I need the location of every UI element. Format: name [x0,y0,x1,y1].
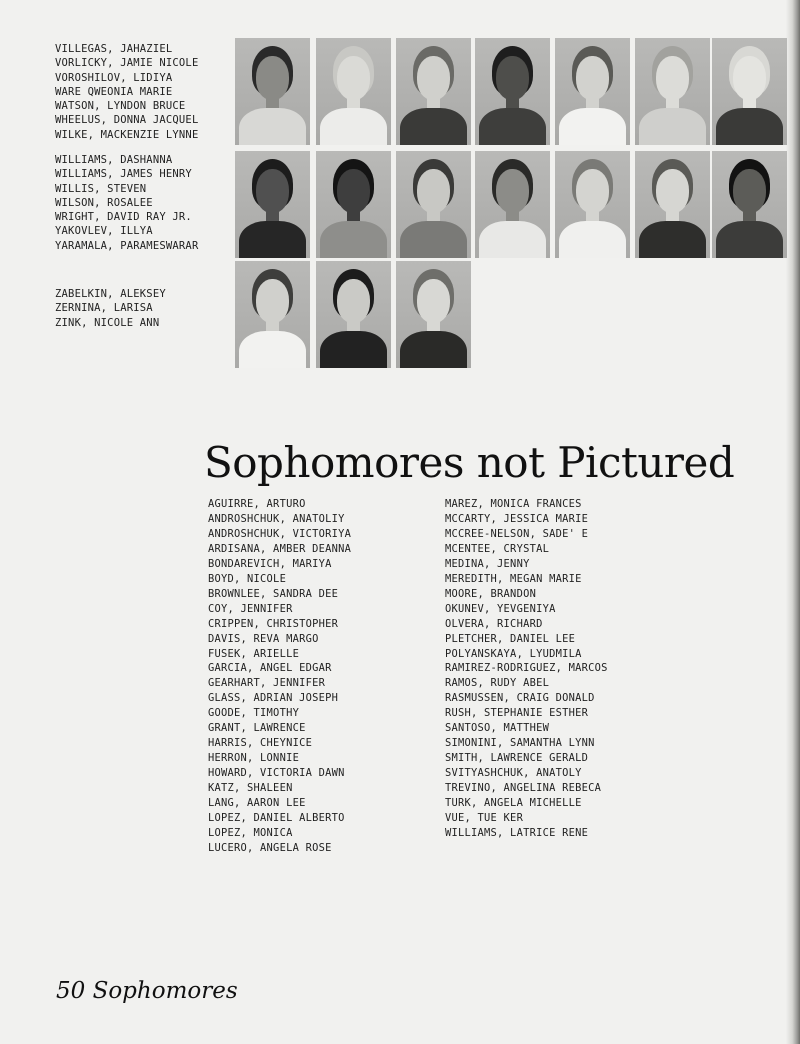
student-photo [555,151,630,258]
student-name: BROWNLEE, SANDRA DEE [208,587,339,600]
student-name: OKUNEV, YEVGENIYA [445,602,556,615]
student-name: LUCERO, ANGELA ROSE [208,841,332,854]
student-name: WILLIAMS, DASHANNA [55,154,173,166]
student-name: CRIPPEN, CHRISTOPHER [208,617,339,630]
student-name: RAMOS, RUDY ABEL [445,677,550,690]
student-name: PLETCHER, DANIEL LEE [445,632,576,645]
student-name: SVITYASHCHUK, ANATOLY [445,767,582,780]
student-name: ZABELKIN, ALEKSEY [55,288,166,300]
not-pictured-left-column [208,497,351,856]
student-name: WILSON, ROSALEE [55,196,153,209]
name-list-row-3 [55,287,230,330]
student-name: BONDAREVICH, MARIYA [208,557,332,570]
student-name: GEARHART, JENNIFER [208,677,326,690]
student-photo [475,38,550,145]
student-name: LANG, AARON LEE [208,797,306,810]
student-name: MOORE, BRANDON [445,587,537,600]
student-name: VOROSHILOV, LIDIYA [55,71,173,84]
student-name: LOPEZ, MONICA [208,826,293,839]
student-photo [712,151,787,258]
student-name: VORLICKY, JAMIE NICOLE [55,57,199,70]
name-list-row-1 [55,42,230,142]
student-name: WATSON, LYNDON BRUCE [55,100,186,113]
student-name: WILLIAMS, JAMES HENRY [55,168,192,181]
student-name: HARRIS, CHEYNICE [208,737,313,750]
student-photo [635,38,710,145]
student-name: MAREZ, MONICA FRANCES [445,498,582,510]
student-name: YAKOVLEV, ILLYA [55,225,153,238]
student-name: HOWARD, VICTORIA DAWN [208,767,345,780]
student-name: SIMONINI, SAMANTHA LYNN [445,737,595,750]
student-name: GRANT, LAWRENCE [208,722,306,735]
student-name: WILLIAMS, LATRICE RENE [445,826,589,839]
student-photo [316,261,391,368]
student-name: ARDISANA, AMBER DEANNA [208,542,352,555]
student-name: DAVIS, REVA MARGO [208,632,319,645]
not-pictured-right-column [445,497,608,841]
student-name: HERRON, LONNIE [208,752,300,765]
student-name: KATZ, SHALEEN [208,782,293,795]
student-name: BOYD, NICOLE [208,572,287,585]
student-name: GOODE, TIMOTHY [208,707,300,720]
student-photo [475,151,550,258]
student-name: FUSEK, ARIELLE [208,647,300,660]
student-name: WILKE, MACKENZIE LYNNE [55,128,199,141]
student-name: AGUIRRE, ARTURO [208,498,306,510]
name-list-row-2 [55,153,230,253]
student-name: WHEELUS, DONNA JACQUEL [55,114,199,127]
page-binding-shadow [786,0,800,1044]
student-name: TURK, ANGELA MICHELLE [445,797,582,810]
student-name: YARAMALA, PARAMESWARAR [55,239,199,252]
student-photo [235,38,310,145]
student-name: OLVERA, RICHARD [445,617,543,630]
student-name: TREVINO, ANGELINA REBECA [445,782,602,795]
student-name: MCENTEE, CRYSTAL [445,542,550,555]
student-name: WILLIS, STEVEN [55,182,147,195]
student-name: ANDROSHCHUK, ANATOLIY [208,512,345,525]
student-photo [396,38,471,145]
page-title: Sophomores not Pictured [204,438,735,487]
student-photo [396,261,471,368]
student-name: VILLEGAS, JAHAZIEL [55,43,173,55]
student-name: RASMUSSEN, CRAIG DONALD [445,692,595,705]
student-name: WRIGHT, DAVID RAY JR. [55,211,192,224]
student-name: VUE, TUE KER [445,812,524,825]
student-name: MCCARTY, JESSICA MARIE [445,512,589,525]
student-name: RAMIREZ-RODRIGUEZ, MARCOS [445,662,608,675]
student-photo [635,151,710,258]
student-name: COY, JENNIFER [208,602,293,615]
student-name: MEREDITH, MEGAN MARIE [445,572,582,585]
student-name: ANDROSHCHUK, VICTORIYA [208,527,352,540]
student-name: SMITH, LAWRENCE GERALD [445,752,589,765]
student-name: LOPEZ, DANIEL ALBERTO [208,812,345,825]
student-name: GLASS, ADRIAN JOSEPH [208,692,339,705]
student-photo [235,151,310,258]
student-name: ZINK, NICOLE ANN [55,316,160,329]
student-photo [396,151,471,258]
student-name: RUSH, STEPHANIE ESTHER [445,707,589,720]
student-name: SANTOSO, MATTHEW [445,722,550,735]
student-name: POLYANSKAYA, LYUDMILA [445,647,582,660]
student-name: ZERNINA, LARISA [55,302,153,315]
student-name: WARE QWEONIA MARIE [55,85,173,98]
student-photo [316,38,391,145]
student-photo [316,151,391,258]
student-name: MEDINA, JENNY [445,557,530,570]
page-folio: 50 Sophomores [56,978,238,1004]
student-photo [235,261,310,368]
student-name: GARCIA, ANGEL EDGAR [208,662,332,675]
student-photo [712,38,787,145]
student-photo [555,38,630,145]
student-name: MCCREE-NELSON, SADE' E [445,527,589,540]
